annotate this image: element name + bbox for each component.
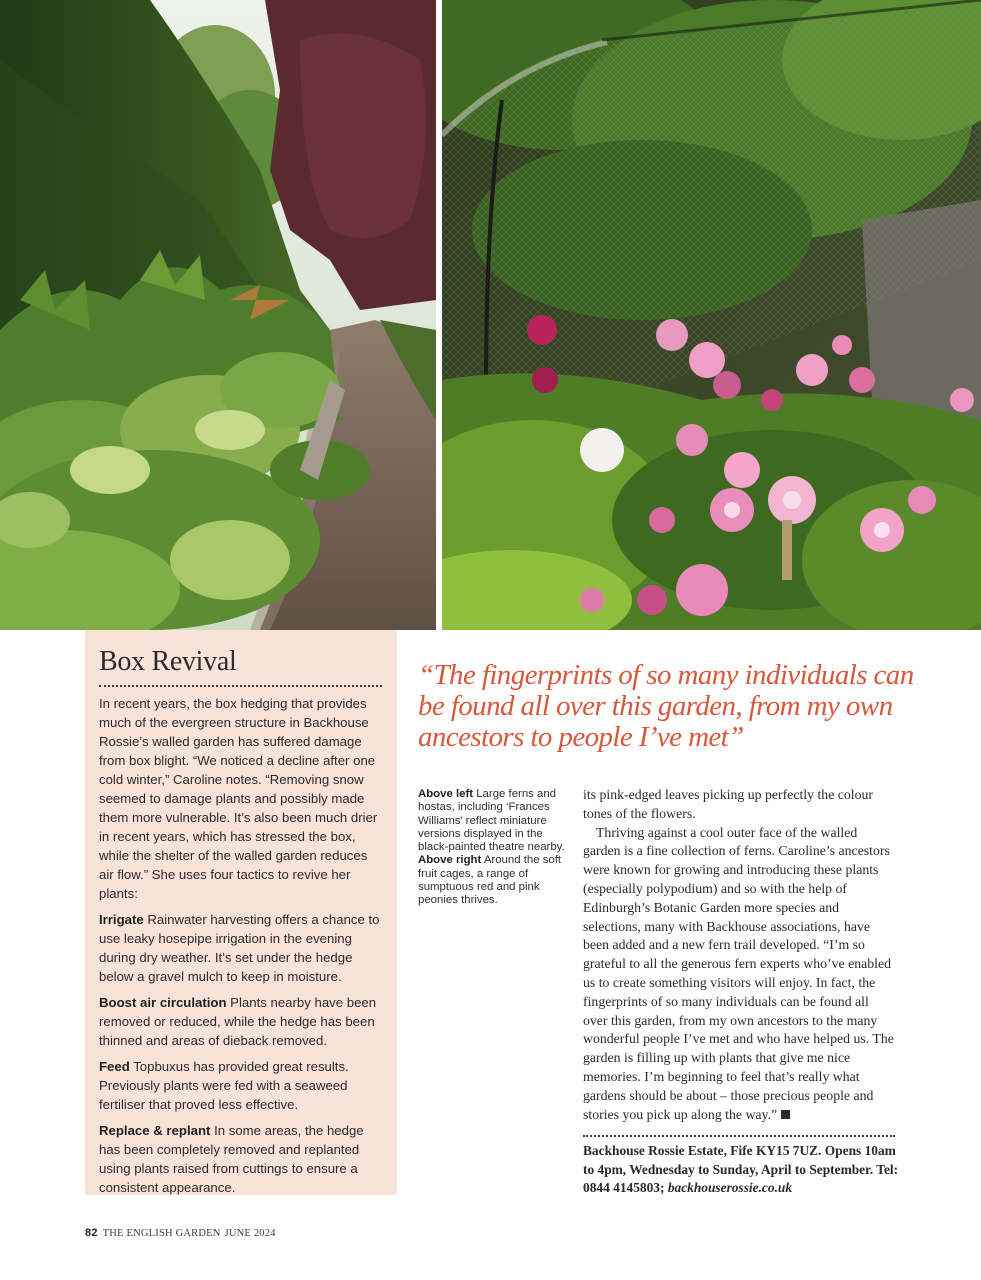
end-mark-icon: [781, 1110, 790, 1119]
caption-label-left: Above left: [418, 788, 474, 800]
photo-captions: [418, 788, 568, 908]
tactic-text: In some areas, the hedge has been completely removed and replanted using plants raised from cuttings to ensure a consistent appearance.: [99, 1123, 364, 1195]
sidebar-intro: In recent years, the box hedging that provides much of the evergreen structure in Backhouse Rossie’s walled garden has suffered damage from box blight. “We noticed a decline after one cold winter,” Caroline notes. “Removing snow seemed to damage plants and possibly made them more vulnerable. It’s also been much drier in recent years, which has stressed the box, while the shelter of the walled garden reduces air flow.” She uses four tactics to revive her plants:: [99, 696, 378, 901]
tactic-irrigate: [99, 910, 383, 986]
visitor-info: [583, 1142, 903, 1198]
photo-ferns-hostas: [0, 0, 436, 630]
tactic-label: Replace & replant: [99, 1123, 211, 1138]
article-paragraph: its pink-edged leaves picking up perfectly the colour tones of the flowers.: [583, 787, 874, 821]
tactic-text: Rainwater harvesting offers a chance to use leaky hosepipe irrigation in the evening during dry weather. It’s set under the hedge below a gravel mulch to keep in moisture.: [99, 912, 380, 984]
issue-date: JUNE 2024: [224, 1228, 276, 1239]
tactic-replant: [99, 1121, 383, 1197]
tactic-text: Plants nearby have been removed or reduced, while the hedge has been thinned and areas of dieback removed.: [99, 995, 377, 1048]
tactic-label: Feed: [99, 1059, 130, 1074]
caption-label-right: Above right: [418, 854, 482, 867]
pull-quote: “The fingerprints of so many individuals can be found all over this garden, from my own ancestors to people I’ve met”: [418, 659, 914, 753]
sidebar-divider: [99, 685, 382, 687]
tactic-air-circulation: [99, 993, 383, 1050]
photo-peonies-fruit-cage: [442, 0, 981, 630]
sidebar-title: Box Revival: [99, 646, 237, 677]
visitor-info-text: Backhouse Rossie Estate, Fife KY15 7UZ. Opens 10am to 4pm, Wednesday to Sunday, April to September. Tel: 0844 4145803;: [583, 1143, 899, 1195]
caption-text-left: Large ferns and hostas, including ‘Frances Williams’ reflect miniature versions displayed in the black-painted theatre nearby.: [418, 788, 565, 854]
tactic-label: Irrigate: [99, 912, 144, 927]
article-column: [583, 786, 896, 1124]
website-link[interactable]: backhouserossie.co.uk: [667, 1180, 793, 1195]
page-footer: [85, 1227, 276, 1239]
tactic-text: Topbuxus has provided great results. Previously plants were fed with a seaweed fertiliser that proved less effective.: [99, 1059, 349, 1112]
article-paragraph-text: Thriving against a cool outer face of the walled garden is a fine collection of ferns. Caroline’s ancestors were known for growing and introducing these plants (especially polypodium) and so with the help of Edinburgh’s Botanic Garden more species and selections, many with Backhouse associations, have been added and a new fern trail developed. “I’m so grateful to all the generous fern experts who’ve enabled us to create something visitors will enjoy. In fact, the fingerprints of so many individuals can be found all over this garden, from my own ancestors to the many wonderful people I’ve met and who have helped us. The garden is filling up with plants that give me nice memories. I’m beginning to feel that’s really what gardens should be about – those precious people and stories you pick up along the way.”: [583, 824, 894, 1122]
magazine-name: THE ENGLISH GARDEN: [102, 1228, 221, 1239]
tactic-feed: [99, 1057, 383, 1114]
box-revival-sidebar: [85, 630, 397, 1195]
caption-text-right: Around the soft fruit cages, a range of sumptuous red and pink peonies thrives.: [418, 854, 562, 907]
tactic-label: Boost air circulation: [99, 995, 227, 1010]
sidebar-body: [99, 694, 383, 1204]
info-divider: [583, 1135, 895, 1137]
article-paragraph-final: [583, 824, 896, 1125]
page-number: 82: [85, 1227, 98, 1239]
